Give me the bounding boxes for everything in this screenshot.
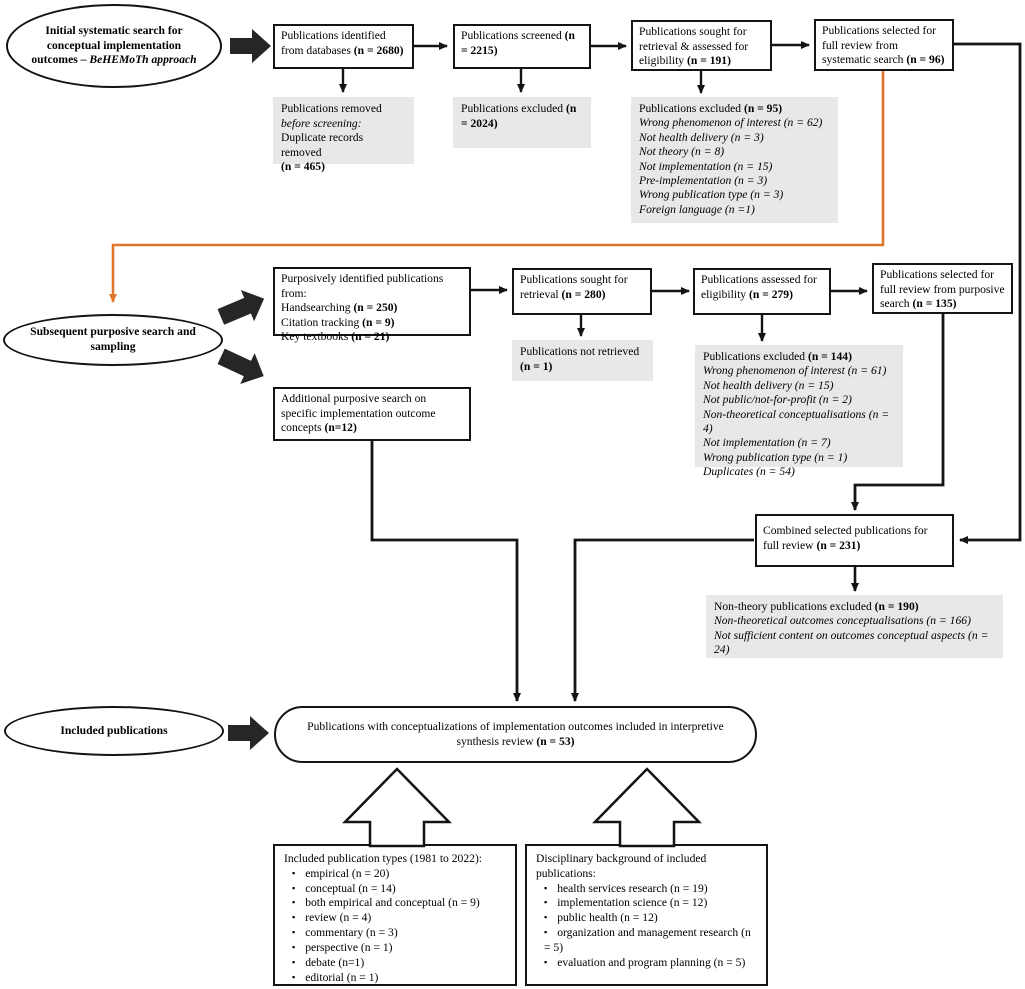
- excluded144-item: Not health delivery (n = 15): [703, 378, 834, 392]
- box-sought-retrieval: [512, 268, 652, 315]
- purposive-source-text: Key textbooks: [281, 330, 352, 344]
- hollow-up-arrow-disciplines: [595, 769, 699, 846]
- box-sought-text: Publications sought for retrieval & assessed for eligibility: [639, 25, 749, 68]
- selected-purposive-n: (n = 135): [912, 297, 957, 311]
- gray-not-retrieved: [512, 340, 653, 381]
- block-arrow-initial-to-identified: [230, 29, 271, 63]
- publication-type-item: ▪ review (n = 4): [284, 911, 506, 926]
- box-combined: [755, 514, 954, 567]
- gray-removed-before-screening: [273, 97, 414, 174]
- box-publication-types: [273, 844, 517, 986]
- publication-type-item: ▪ debate (n=1): [284, 956, 506, 971]
- publication-type-item: ▪ commentary (n = 3): [284, 926, 506, 941]
- box-sought-n: (n = 191): [686, 54, 731, 68]
- publication-type-item: ▪ perspective (n = 1): [284, 941, 506, 956]
- assessed-n: (n = 279): [748, 287, 793, 301]
- excluded144-text: Publications excluded: [703, 350, 808, 363]
- excluded144-item: Not implementation (n = 7): [703, 436, 831, 450]
- nontheory-n: (n = 190): [874, 600, 919, 613]
- sought-retrieval-n: (n = 280): [561, 287, 606, 301]
- ellipse-included-text: Included publications: [60, 723, 168, 737]
- box-screened-text: Publications screened: [461, 29, 565, 42]
- purposive-source-n: (n = 21): [351, 330, 390, 344]
- excluded144-item: Non-theoretical conceptualisations (n = 4): [703, 407, 890, 435]
- excluded144-item: Duplicates (n = 54): [703, 465, 795, 478]
- selected-purposive-text: Publications selected for full review from purposive search: [880, 268, 1005, 311]
- block-arrow-included-to-stadium: [228, 716, 269, 750]
- nontheory-item: Not sufficient content on outcomes conceptual aspects (n = 24): [714, 628, 989, 657]
- discipline-item: ▪ organization and management research (n = 5): [536, 926, 757, 956]
- publication-type-item: ▪ editorial (n = 1): [284, 971, 506, 986]
- ellipse-initial-search: [6, 4, 222, 88]
- box-selected-systematic-text: Publications selected for full review from systematic search: [822, 24, 936, 67]
- ellipse-initial-text: Initial systematic search for conceptual implementation outcomes –: [31, 24, 183, 67]
- excluded2024-n: (n = 2024): [461, 102, 577, 130]
- publication-types-title: Included publication types (1981 to 2022):: [284, 852, 483, 865]
- box-screened-n: (n = 2215): [461, 29, 575, 57]
- block-arrow-purposive-to-sources: [214, 283, 271, 333]
- box-disciplinary-background: [525, 844, 768, 986]
- gray-excluded-2024: [453, 97, 591, 148]
- publication-type-item: ▪ empirical (n = 20): [284, 867, 506, 882]
- disciplines-title: Disciplinary background of included publications:: [536, 852, 707, 880]
- excluded144-n: (n = 144): [807, 350, 852, 363]
- discipline-item: ▪ health services research (n = 19): [536, 882, 757, 897]
- box-identified-text: Publications identified from databases: [281, 29, 386, 57]
- excluded95-item: Not implementation (n = 15): [639, 159, 773, 173]
- box-identified: [273, 24, 414, 69]
- excluded95-item: Not theory (n = 8): [639, 145, 725, 159]
- ellipse-initial-italic: BeHEMoTh approach: [89, 53, 197, 67]
- discipline-item: ▪ implementation science (n = 12): [536, 896, 757, 911]
- gray-excluded-95: [631, 97, 838, 223]
- removed-line1: Publications removed: [281, 102, 382, 115]
- excluded95-item: Wrong phenomenon of interest (n = 62): [639, 116, 823, 130]
- gray-excluded-144: [695, 345, 903, 478]
- combined-text: Combined selected publications for full review: [763, 524, 928, 552]
- stadium-n: (n = 53): [536, 734, 575, 748]
- removed-n: (n = 465): [281, 160, 325, 174]
- removed-line2: before screening:: [281, 116, 362, 130]
- excluded95-item: Pre-implementation (n = 3): [639, 173, 768, 187]
- excluded95-text: Publications excluded: [639, 102, 744, 115]
- combined-n: (n = 231): [816, 538, 861, 552]
- assessed-text: Publications assessed for eligibility: [701, 273, 817, 301]
- stadium-included-synthesis: [274, 706, 757, 763]
- not-retrieved-text: Publications not retrieved: [520, 345, 640, 358]
- nontheory-text: Non-theory publications excluded: [714, 600, 875, 613]
- box-sought-eligibility: [631, 20, 772, 71]
- not-retrieved-n: (n = 1): [520, 359, 553, 373]
- ellipse-purposive-search: [3, 314, 223, 366]
- box-screened: [453, 24, 591, 69]
- box-selected-purposive: [872, 263, 1013, 314]
- excluded144-item: Wrong publication type (n = 1): [703, 450, 848, 464]
- box-selected-systematic-n: (n = 96): [906, 53, 945, 67]
- sought-retrieval-text: Publications sought for retrieval: [520, 273, 628, 301]
- purposive-source-n: (n = 250): [353, 301, 398, 315]
- excluded95-item: Wrong publication type (n = 3): [639, 188, 784, 202]
- publication-type-item: ▪ conceptual (n = 14): [284, 882, 506, 897]
- box-additional-purposive: [273, 387, 471, 441]
- box-identified-n: (n = 2680): [353, 43, 404, 57]
- excluded95-n: (n = 95): [743, 102, 783, 115]
- excluded2024-text: Publications excluded: [461, 102, 566, 115]
- excluded144-item: Wrong phenomenon of interest (n = 61): [703, 364, 887, 378]
- hollow-up-arrow-pubtypes: [345, 769, 449, 846]
- additional-text: Additional purposive search on specific implementation outcome concepts: [281, 392, 436, 435]
- discipline-item: ▪ public health (n = 12): [536, 911, 757, 926]
- box-assessed-eligibility: [693, 268, 831, 315]
- purposive-source-text: Handsearching: [281, 301, 354, 315]
- stadium-text: Publications with conceptualizations of implementation outcomes included in interpretive synthesis review: [307, 719, 724, 748]
- purposive-sources-title: Purposively identified publications from:: [281, 272, 444, 300]
- block-arrow-purposive-to-additional: [214, 341, 271, 392]
- excluded144-item: Not public/not-for-profit (n = 2): [703, 393, 852, 407]
- removed-line3: Duplicate records removed: [281, 131, 364, 159]
- purposive-source-text: Citation tracking: [281, 315, 363, 329]
- gray-nontheory-excluded: [706, 595, 1003, 658]
- ellipse-included-publications: [4, 706, 224, 756]
- excluded95-item: Not health delivery (n = 3): [639, 130, 764, 144]
- ellipse-purposive-text: Subsequent purposive search and sampling: [30, 325, 196, 353]
- connector-additional-to-stadium: [372, 441, 517, 701]
- discipline-item: ▪ evaluation and program planning (n = 5): [536, 956, 757, 971]
- nontheory-item: Non-theoretical outcomes conceptualisations (n = 166): [714, 614, 971, 628]
- box-selected-systematic: [814, 19, 954, 71]
- box-purposive-sources: [273, 267, 471, 344]
- additional-n: (n=12): [324, 421, 357, 435]
- excluded95-item: Foreign language (n =1): [639, 202, 755, 216]
- purposive-source-n: (n = 9): [362, 315, 395, 329]
- publication-type-item: ▪ both empirical and conceptual (n = 9): [284, 896, 506, 911]
